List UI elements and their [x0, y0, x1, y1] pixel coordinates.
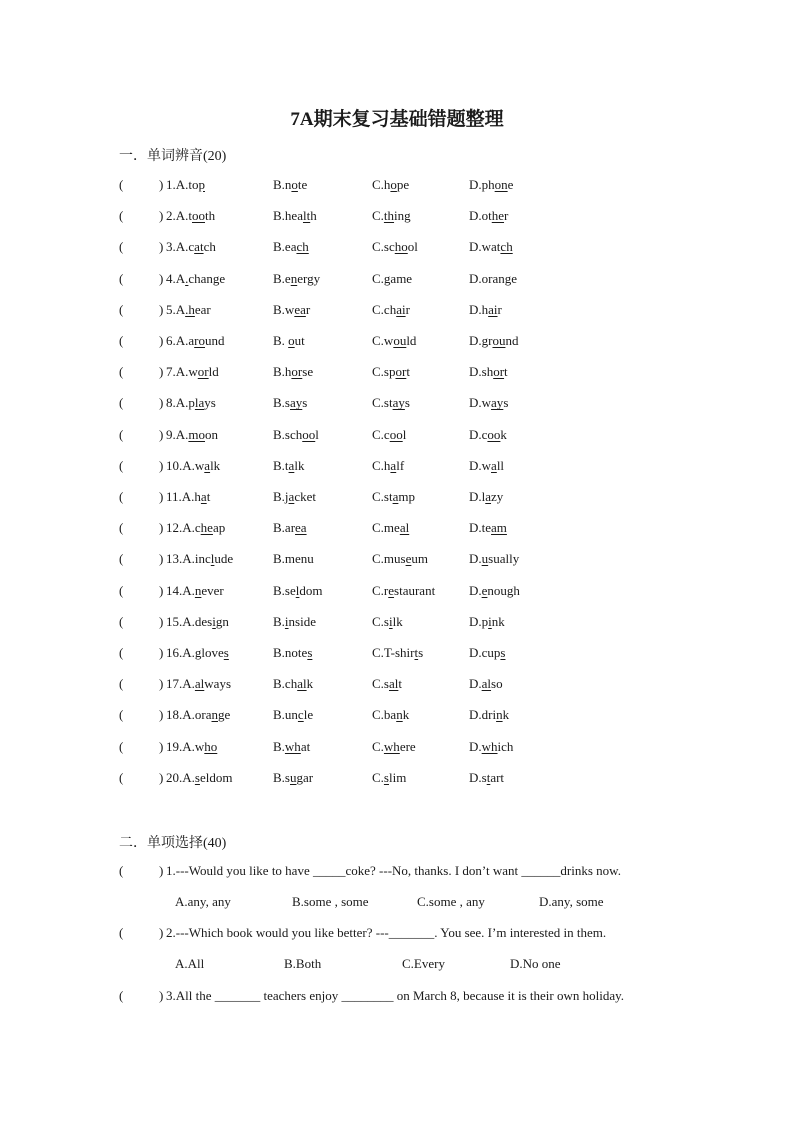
choice-option: B.some , some — [292, 894, 369, 909]
option-d: D.pink — [469, 613, 505, 629]
option-a: 2.A.tooth — [166, 208, 216, 224]
option-d: D.ways — [469, 395, 509, 411]
option-d: D.also — [469, 676, 503, 692]
option-b: B.talk — [273, 457, 305, 473]
answer-blank-open: ( — [119, 551, 124, 567]
answer-blank-close: ) — [159, 863, 164, 878]
option-c: C.game — [372, 270, 413, 286]
question-text: 1.---Would you like to have _____coke? ---No, thanks. I don’t want ______drinks now. — [166, 863, 621, 878]
answer-blank-open: ( — [119, 769, 124, 785]
answer-blank-close: ) — [159, 582, 164, 598]
option-a: 3.A.catch — [166, 239, 216, 255]
option-b: B.what — [273, 738, 311, 754]
choice-option: D.any, some — [539, 894, 604, 909]
answer-blank-open: ( — [119, 489, 124, 504]
option-b: B.school — [273, 426, 319, 442]
option-a: 14.A.never — [166, 582, 224, 598]
answer-blank-close: ) — [159, 707, 164, 723]
phonetic-row — [0, 489, 794, 509]
answer-blank-open: ( — [119, 738, 124, 754]
answer-blank-open: ( — [119, 177, 124, 192]
answer-blank-close: ) — [159, 988, 164, 1003]
answer-blank-close: ) — [159, 395, 164, 411]
option-b: B.energy — [273, 270, 321, 286]
choice-option: A.All — [175, 956, 205, 971]
answer-blank-open: ( — [119, 457, 124, 473]
option-a: 17.A.always — [166, 676, 231, 692]
phonetic-row — [0, 583, 794, 603]
answer-blank-open: ( — [119, 395, 124, 411]
question-text: 3.All the _______ teachers enjoy ________ on March 8, because it is their own holiday. — [166, 988, 625, 1003]
choice-question — [0, 925, 794, 945]
option-c: C.museum — [372, 551, 428, 567]
phonetic-row — [0, 302, 794, 322]
answer-blank-close: ) — [159, 270, 164, 286]
option-a: 9.A.moon — [166, 426, 219, 442]
option-a: 6.A.around — [166, 333, 225, 348]
answer-blank-open: ( — [119, 364, 124, 380]
answer-blank-close: ) — [159, 333, 164, 348]
answer-blank-close: ) — [159, 489, 164, 504]
answer-blank-close: ) — [159, 239, 164, 255]
option-c: C.chair — [372, 301, 410, 317]
option-a: 15.A.design — [166, 613, 229, 629]
option-d: D.phone — [469, 177, 514, 192]
option-b: B.area — [273, 520, 307, 536]
option-a: 7.A.world — [166, 364, 219, 380]
answer-blank-close: ) — [159, 520, 164, 536]
option-c: C.stays — [372, 395, 410, 411]
choice-question — [0, 863, 794, 883]
phonetic-row — [0, 551, 794, 571]
phonetic-row — [0, 333, 794, 353]
phonetic-row — [0, 364, 794, 384]
option-a: 12.A.cheap — [166, 520, 226, 536]
choice-option: D.No one — [510, 956, 561, 971]
choice-option: A.any, any — [175, 894, 231, 909]
answer-blank-close: ) — [159, 613, 164, 629]
option-b: B.note — [273, 177, 308, 192]
option-b: B.wear — [273, 301, 311, 317]
option-b: B.seldom — [273, 582, 323, 598]
section-heading-choice: 二．单项选择(40) — [119, 836, 227, 851]
phonetic-row — [0, 707, 794, 727]
option-a: 19.A.who — [166, 738, 218, 754]
option-d: D.drink — [469, 707, 510, 723]
option-b: B.jacket — [273, 489, 316, 504]
option-c: C.silk — [372, 613, 403, 629]
answer-blank-open: ( — [119, 707, 124, 723]
option-a: 13.A.include — [166, 551, 234, 567]
choice-option: B.Both — [284, 956, 322, 971]
answer-blank-close: ) — [159, 426, 164, 442]
answer-blank-open: ( — [119, 426, 124, 442]
answer-blank-open: ( — [119, 208, 124, 224]
phonetic-row — [0, 239, 794, 259]
phonetic-row — [0, 208, 794, 228]
answer-blank-open: ( — [119, 645, 124, 660]
answer-blank-open: ( — [119, 988, 124, 1003]
phonetic-row — [0, 676, 794, 696]
option-c: C.would — [372, 333, 417, 348]
option-d: D.usually — [469, 551, 520, 567]
option-b: B.uncle — [273, 707, 314, 723]
option-b: B.horse — [273, 364, 314, 380]
answer-blank-close: ) — [159, 769, 164, 785]
option-a: 16.A.gloves — [166, 645, 229, 660]
answer-blank-open: ( — [119, 270, 124, 286]
option-b: B.notes — [273, 645, 313, 660]
option-d: D.watch — [469, 239, 513, 255]
option-a: 20.A.seldom — [166, 769, 233, 785]
option-d: D.other — [469, 208, 509, 224]
page-title: 7A期末复习基础错题整理 — [290, 109, 504, 130]
option-d: D.cups — [469, 645, 506, 660]
question-text: 2.---Which book would you like better? ---_______. You see. I’m interested in them. — [166, 925, 607, 940]
answer-blank-close: ) — [159, 551, 164, 567]
option-c: C.where — [372, 738, 416, 754]
option-b: B.inside — [273, 613, 316, 629]
answer-blank-close: ) — [159, 645, 164, 660]
answer-blank-open: ( — [119, 333, 124, 348]
choice-option: C.Every — [402, 956, 445, 971]
option-c: C.restaurant — [372, 582, 436, 598]
phonetic-row — [0, 770, 794, 790]
answer-blank-open: ( — [119, 239, 124, 255]
option-b: B.menu — [273, 551, 314, 567]
answer-blank-close: ) — [159, 676, 164, 692]
option-b: B.says — [273, 395, 308, 411]
option-d: D.hair — [469, 301, 502, 317]
answer-blank-close: ) — [159, 925, 164, 940]
option-b: B.health — [273, 208, 317, 224]
option-b: B.each — [273, 239, 309, 255]
option-d: D.cook — [469, 426, 507, 442]
option-c: C.half — [372, 457, 405, 473]
phonetic-row — [0, 177, 794, 197]
option-d: D.start — [469, 769, 505, 785]
answer-blank-close: ) — [159, 738, 164, 754]
option-d: D.wall — [469, 457, 505, 473]
phonetic-row — [0, 739, 794, 759]
option-c: C.sport — [372, 364, 410, 380]
phonetic-row — [0, 395, 794, 415]
answer-blank-open: ( — [119, 520, 124, 536]
option-d: D.which — [469, 738, 514, 754]
option-a: 5.A.hear — [166, 301, 211, 317]
phonetic-row — [0, 520, 794, 540]
option-d: D.lazy — [469, 489, 504, 504]
option-c: C.school — [372, 239, 418, 255]
option-d: D.orange — [469, 270, 518, 286]
option-c: C.salt — [372, 676, 402, 692]
answer-blank-open: ( — [119, 863, 124, 878]
answer-blank-open: ( — [119, 676, 124, 692]
phonetic-row — [0, 458, 794, 478]
option-a: 18.A.orange — [166, 707, 231, 723]
option-c: C.T-shirts — [372, 645, 424, 660]
option-c: C.cool — [372, 426, 407, 442]
choice-question — [0, 988, 794, 1008]
choice-option: C.some , any — [417, 894, 485, 909]
option-d: D.enough — [469, 582, 520, 598]
option-c: C.stamp — [372, 489, 415, 504]
phonetic-row — [0, 271, 794, 291]
option-a: 1.A.top — [166, 177, 205, 192]
answer-blank-open: ( — [119, 613, 124, 629]
answer-blank-close: ) — [159, 364, 164, 380]
option-a: 4.A.change — [166, 270, 226, 286]
answer-blank-close: ) — [159, 177, 164, 192]
option-c: C.bank — [372, 707, 410, 723]
option-c: C.meal — [372, 520, 410, 536]
phonetic-row — [0, 614, 794, 634]
option-d: D.ground — [469, 333, 519, 348]
option-c: C.slim — [372, 769, 407, 785]
section-heading-phonetics: 一．单词辨音(20) — [119, 149, 227, 164]
answer-blank-close: ) — [159, 301, 164, 317]
answer-blank-open: ( — [119, 582, 124, 598]
phonetic-row — [0, 427, 794, 447]
option-a: 10.A.walk — [166, 457, 221, 473]
option-b: B. out — [273, 333, 305, 348]
phonetic-row — [0, 645, 794, 665]
answer-blank-close: ) — [159, 208, 164, 224]
option-c: C.thing — [372, 208, 411, 224]
option-b: B.chalk — [273, 676, 314, 692]
answer-blank-open: ( — [119, 301, 124, 317]
answer-blank-open: ( — [119, 925, 124, 940]
option-d: D.team — [469, 520, 507, 536]
option-a: 8.A.plays — [166, 395, 216, 411]
answer-blank-close: ) — [159, 457, 164, 473]
option-c: C.hope — [372, 177, 410, 192]
option-a: 11.A.hat — [166, 489, 211, 504]
option-b: B.sugar — [273, 769, 314, 785]
option-d: D.short — [469, 364, 508, 380]
